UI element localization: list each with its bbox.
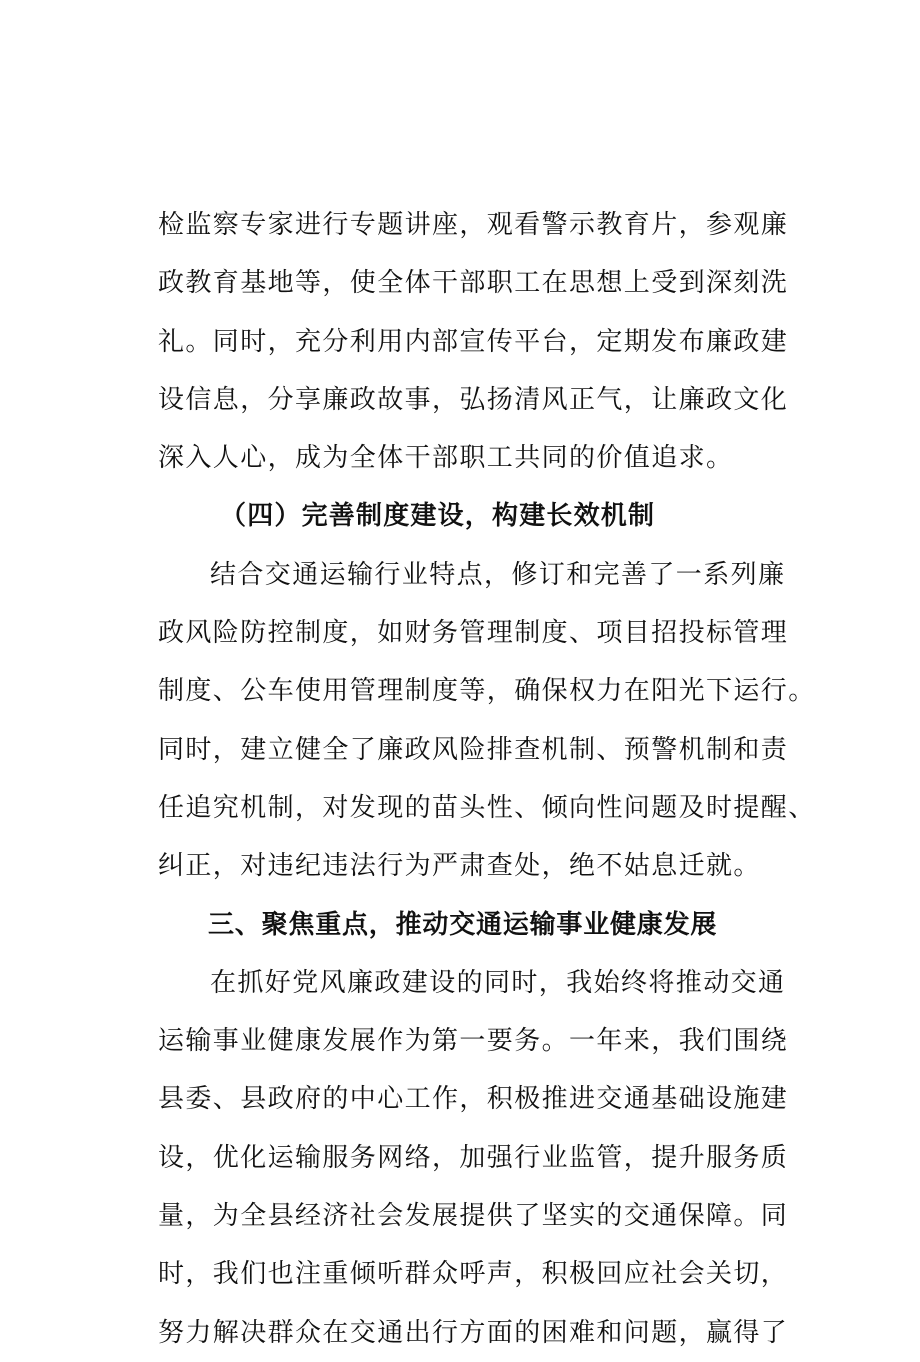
paragraph-line: 制度、公车使用管理制度等，确保权力在阳光下运行。 [158,676,816,707]
paragraph-line: 结合交通运输行业特点，修订和完善了一系列廉 [210,559,786,590]
paragraph-line: 任追究机制，对发现的苗头性、倾向性问题及时提醒、 [158,792,816,823]
paragraph-line: 努力解决群众在交通出行方面的困难和问题，赢得了 [158,1317,789,1348]
paragraph-line: 设信息，分享廉政故事，弘扬清风正气，让廉政文化 [158,384,789,415]
section-subheading: （四）完善制度建设，构建长效机制 [220,501,656,532]
paragraph-line: 县委、县政府的中心工作，积极推进交通基础设施建 [158,1084,789,1115]
paragraph-line: 礼。同时，充分利用内部宣传平台，定期发布廉政建 [158,326,789,357]
paragraph-line: 同时，建立健全了廉政风险排查机制、预警机制和责 [158,734,789,765]
paragraph-line: 检监察专家进行专题讲座，观看警示教育片，参观廉 [158,210,789,240]
paragraph-line: 量，为全县经济社会发展提供了坚实的交通保障。同 [158,1201,789,1232]
paragraph-line: 纠正，对违纪违法行为严肃查处，绝不姑息迁就。 [158,851,761,882]
paragraph-line: 时，我们也注重倾听群众呼声，积极回应社会关切， [158,1259,789,1290]
paragraph-line: 政教育基地等，使全体干部职工在思想上受到深刻洗 [158,268,789,299]
paragraph-line: 在抓好党风廉政建设的同时，我始终将推动交通 [210,967,786,998]
document-body [158,196,816,1362]
paragraph-line: 设，优化运输服务网络，加强行业监管，提升服务质 [158,1142,789,1173]
section-heading: 三、聚焦重点，推动交通运输事业健康发展 [208,909,718,940]
paragraph-line: 政风险防控制度，如财务管理制度、项目招投标管理 [158,618,789,649]
paragraph-line: 深入人心，成为全体干部职工共同的价值追求。 [158,443,734,474]
paragraph-line: 运输事业健康发展作为第一要务。一年来，我们围绕 [158,1026,789,1057]
